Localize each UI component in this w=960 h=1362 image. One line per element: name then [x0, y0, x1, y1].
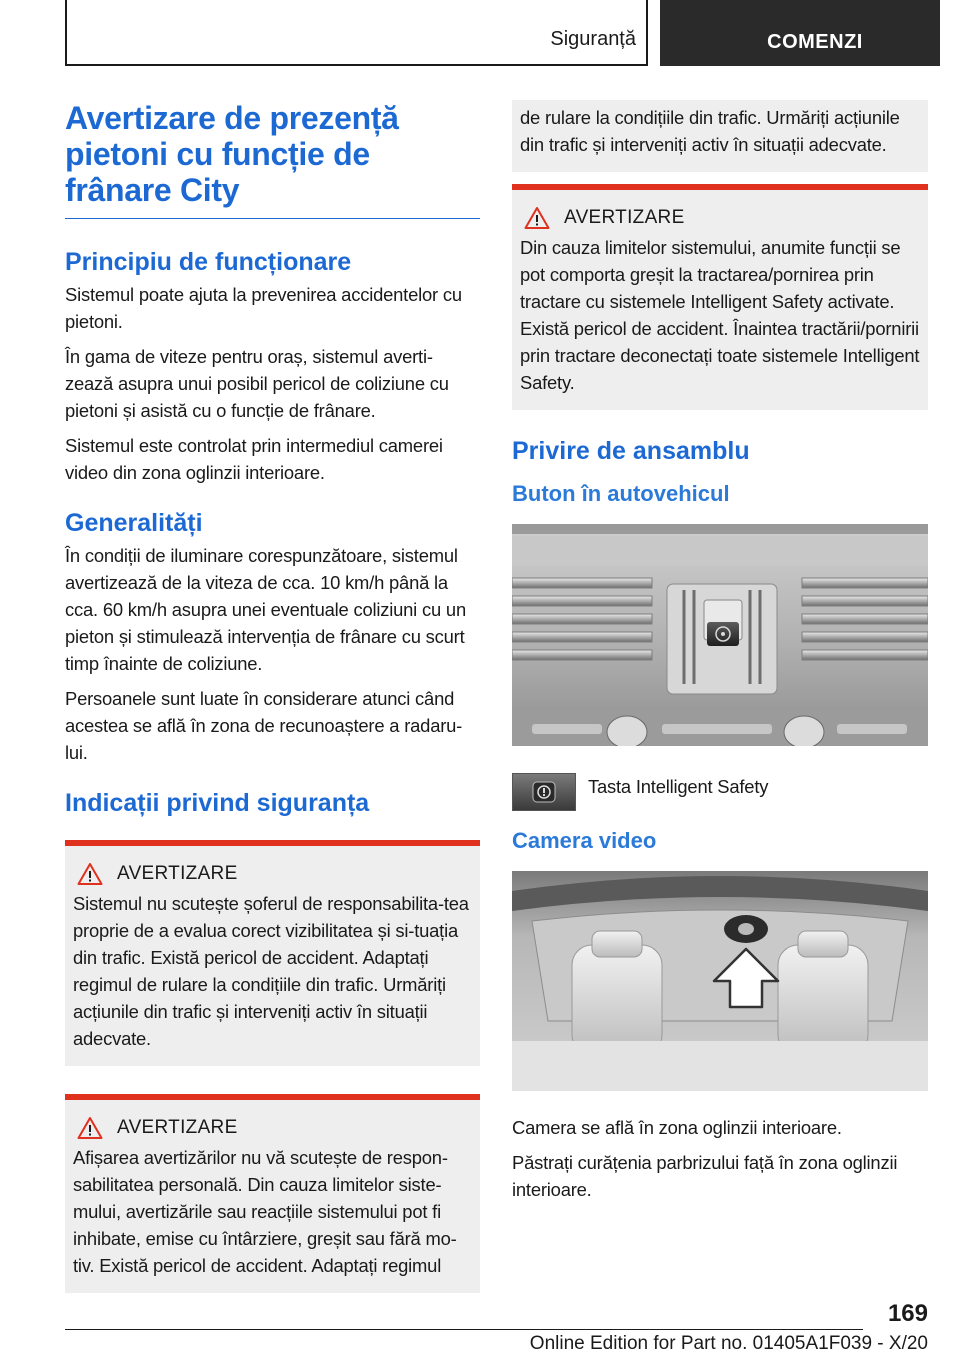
header-right-line [646, 0, 648, 66]
general-paragraph: Persoanele sunt luate în considerare atunci când acestea se află în zona de recunoaștere a radaru-lui. [65, 688, 463, 763]
principle-paragraph: În gama de viteze pentru oraș, sistemul averti-zează asupra unui posibil pericol de coliziune cu pietoni și asistă cu o funcție de frânare. [65, 346, 449, 421]
chapter-label: COMENZI [767, 31, 863, 53]
warning-text: Din cauza limitelor sistemului, anumite funcții se pot comporta greșit la tractarea/pornirea prin tractare cu sistemele Intelligent Safety activate. Există pericol de accident. Înaintea tractării/pornirii prin tractare deconectați toate sistemele Intelligent Safety. [520, 237, 920, 393]
footer-rule [65, 1329, 863, 1330]
safety-heading: Indicații privind siguranța [65, 789, 370, 817]
camera-heading: Camera video [512, 828, 657, 853]
general-heading: Generalități [65, 509, 203, 537]
warning-triangle-icon [524, 206, 550, 230]
footer-edition: Online Edition for Part no. 01405A1F039 - X/20 [529, 1333, 928, 1354]
principle-paragraph: Sistemul poate ajuta la prevenirea accidentelor cu pietoni. [65, 284, 462, 332]
button-caption: Tasta Intelligent Safety [588, 776, 769, 797]
camera-paragraph: Camera se află în zona oglinzii interioare. [512, 1117, 842, 1138]
warning-text: Sistemul nu scutește șoferul de responsabilita-tea proprie de a evalua corect vizibilitatea și si-tuația din trafic. Există pericol de accident. Adaptați regimul de rulare la condițiile din trafic. Urmăriți acțiunile din trafic și interveniți activ în situații adecvate. [73, 893, 469, 1049]
warning-box [65, 840, 480, 1066]
left-column [65, 100, 480, 1293]
button-heading: Buton în autovehicul [512, 481, 730, 506]
principle-paragraph: Sistemul este controlat prin intermediul camerei video din zona oglinzii interioare. [65, 435, 443, 483]
title-rule [65, 218, 480, 219]
button-caption-row [512, 773, 928, 811]
warning-triangle-icon [77, 862, 103, 886]
camera-photo [512, 871, 928, 1096]
warning-box [65, 1094, 480, 1293]
dashboard-illustration [512, 524, 928, 746]
camera-illustration [512, 871, 928, 1091]
header-left-line [65, 0, 67, 66]
header-section-label: Siguranță [550, 28, 636, 50]
page-number: 169 [887, 1300, 928, 1327]
principle-heading: Principiu de funcționare [65, 248, 352, 276]
header-chapter-tab [660, 0, 940, 66]
camera-paragraph: Păstrați curățenia parbrizului față în zona oglinzii interioare. [512, 1152, 898, 1200]
warning-triangle-icon [77, 1116, 103, 1140]
general-paragraph: În condiții de iluminare corespunzătoare, sistemul avertizează de la viteza de cca. 10 km/h până la cca. 60 km/h asupra unei eventuale coliziuni cu un pieton și stimulează intervenția de frânare cu scurt timp înainte de coliziune. [65, 545, 466, 674]
overview-heading: Privire de ansamblu [512, 437, 750, 465]
warning-title: AVERTIZARE [564, 207, 685, 228]
dashboard-button-photo [512, 524, 928, 751]
warning-text: de rulare la condițiile din trafic. Urmăriți acțiunile din trafic și interveniți activ în situații adecvate. [520, 107, 900, 155]
right-column [512, 100, 928, 1211]
warning-box [512, 184, 928, 410]
warning-title: AVERTIZARE [117, 863, 238, 884]
header-rule [65, 64, 648, 66]
intelligent-safety-icon [512, 773, 576, 811]
warning-text: Afișarea avertizărilor nu vă scutește de respon-sabilitatea personală. Din cauza limitelor siste-mului, avertizările sau reacțiile sistemului pot fi inhibate, emise cu întârziere, greșit sau fără mo-tiv. Există pericol de accident. Adaptați regimul [73, 1147, 457, 1276]
page-title: Avertizare de prezență pietoni cu funcție de frânare City [65, 100, 399, 208]
warning-box-continued [512, 100, 928, 172]
warning-title: AVERTIZARE [117, 1117, 238, 1138]
